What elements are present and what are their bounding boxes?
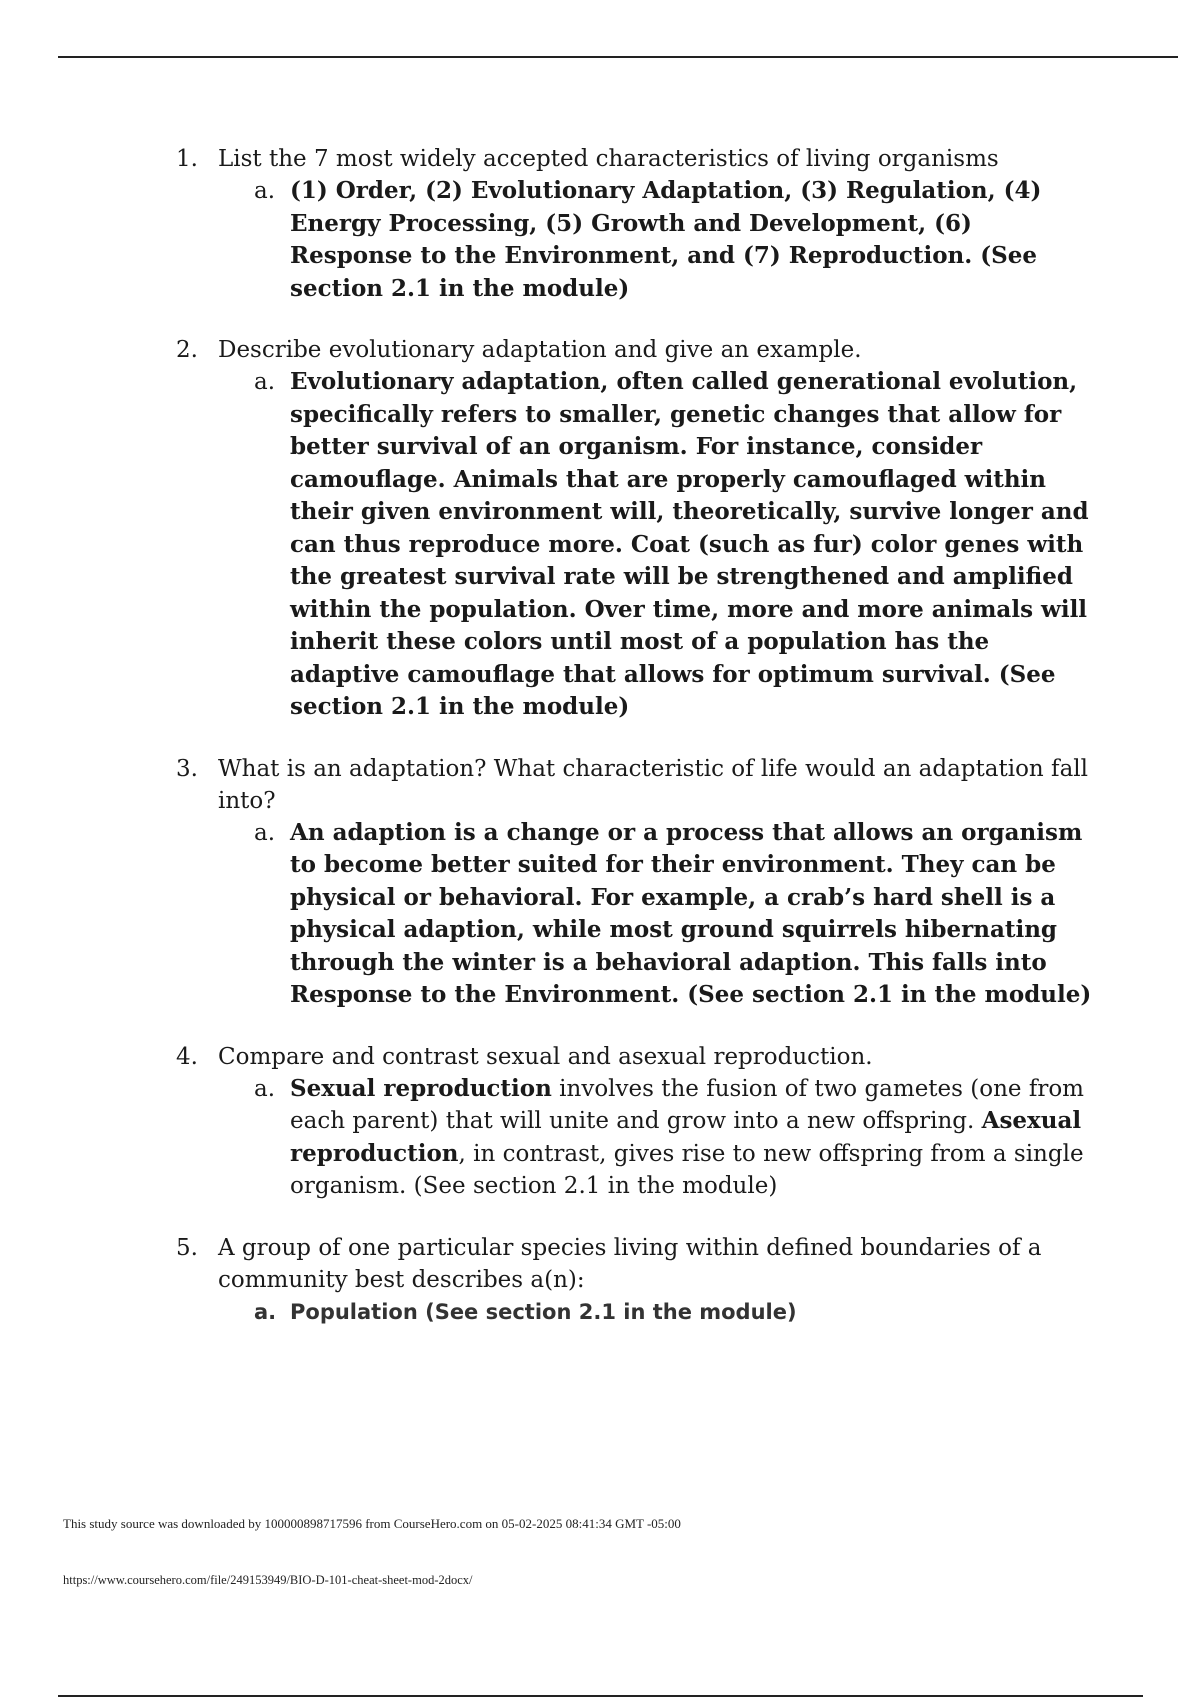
top-rule <box>58 56 1178 58</box>
bottom-rule <box>58 1695 1143 1697</box>
answer-text: Evolutionary adaptation, often called generational evolution, specifically refers to smaller, genetic changes that allow for better survival of an organism. For instance, consider camouflage. Animals that are properly camouflaged within their given environment will, theoretically, survive longer and can thus reproduce more. Coat (such as fur) color genes with the greatest survival rate will be strengthened and amplified within the population. Over time, more and more animals will inherit these colors until most of a population has the adaptive camouflage that allows for optimum survival. (See section 2.1 in the module) <box>290 368 1089 720</box>
answer-letter: a. <box>254 178 276 204</box>
question-number: 2. <box>176 337 198 363</box>
document-body <box>176 143 1096 1357</box>
question-3 <box>176 753 1096 1012</box>
question-text: A group of one particular species living within defined boundaries of a community best describes a(n): <box>218 1234 1042 1293</box>
answer-1 <box>254 175 1096 305</box>
source-url: https://www.coursehero.com/file/249153949/BIO-D-101-cheat-sheet-mod-2docx/ <box>63 1573 473 1587</box>
answer-term-sexual: Sexual reproduction <box>290 1074 552 1102</box>
answer-letter: a. <box>254 1299 277 1324</box>
question-number: 3. <box>176 755 198 782</box>
answer-letter: a. <box>254 369 276 395</box>
question-text: Describe evolutionary adaptation and give an example. <box>218 337 862 363</box>
answer-2 <box>254 366 1096 724</box>
question-text: Compare and contrast sexual and asexual reproduction. <box>218 1043 873 1070</box>
question-2 <box>176 334 1096 724</box>
answer-letter: a. <box>254 819 276 846</box>
question-number: 4. <box>176 1043 198 1070</box>
download-notice: This study source was downloaded by 100000898717596 from CourseHero.com on 05-02-2025 08:41:34 GMT -05:00 <box>63 1516 681 1531</box>
answer-5 <box>254 1296 1096 1329</box>
answer-text: An adaption is a change or a process that allows an organism to become better suited for their environment. They can be physical or behavioral. For example, a crab’s hard shell is a physical adaption, while most ground squirrels hibernating through the winter is a behavioral adaption. This falls into Response to the Environment. (See section 2.1 in the module) <box>290 818 1092 1008</box>
answer-term-asexual: Asexual reproduction <box>290 1107 1082 1167</box>
question-1 <box>176 143 1096 305</box>
answer-text: , in contrast, gives rise to new offspring from a single organism. (See section 2.1 in the module) <box>290 1140 1084 1199</box>
answer-text: involves the fusion of two gametes (one from each parent) that will unite and grow into a new offspring. <box>290 1075 1084 1134</box>
question-number: 5. <box>176 1234 198 1261</box>
answer-3 <box>254 817 1096 1012</box>
question-5 <box>176 1232 1096 1329</box>
answer-text: Population (See section 2.1 in the module) <box>290 1299 797 1324</box>
answer-letter: a. <box>254 1075 276 1102</box>
question-text: What is an adaptation? What characteristic of life would an adaptation fall into? <box>218 755 1088 814</box>
question-number: 1. <box>176 146 198 172</box>
answer-text: (1) Order, (2) Evolutionary Adaptation, (3) Regulation, (4) Energy Processing, (5) Growth and Development, (6) Response to the Environment, and (7) Reproduction. (See section 2.1 in the module) <box>290 177 1042 302</box>
question-text: List the 7 most widely accepted characteristics of living organisms <box>218 146 999 172</box>
question-4 <box>176 1041 1096 1203</box>
answer-4 <box>254 1073 1096 1203</box>
